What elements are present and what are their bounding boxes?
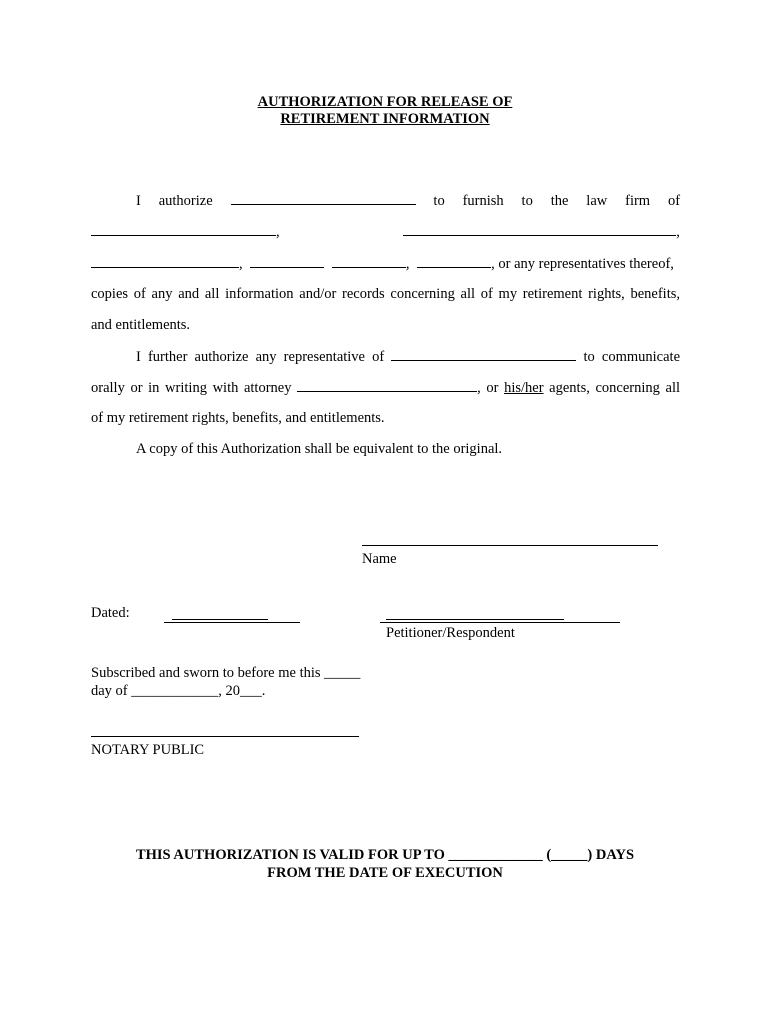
comma-2: , bbox=[676, 224, 680, 240]
para1-line3-tail: , or any representatives thereof, bbox=[491, 256, 674, 272]
word-the: the bbox=[550, 193, 569, 209]
para2-line2-a: orally or in writing with attorney bbox=[91, 380, 292, 396]
name-signature-line[interactable] bbox=[362, 545, 658, 546]
para2-line3: of my retirement rights, benefits, and entitlements. bbox=[91, 410, 385, 426]
notary-signature-line[interactable] bbox=[91, 736, 359, 737]
para2-line2 bbox=[91, 377, 680, 397]
para2-line2-b: , or bbox=[477, 380, 499, 396]
title-line-2: RETIREMENT INFORMATION bbox=[280, 111, 490, 127]
para2-line1-b: to communicate bbox=[583, 349, 681, 365]
petitioner-signature-line[interactable] bbox=[380, 622, 620, 623]
validity-statement bbox=[0, 846, 770, 882]
blank-law-firm-address[interactable] bbox=[403, 221, 676, 236]
dated-line[interactable] bbox=[164, 622, 300, 623]
notary-public-label: NOTARY PUBLIC bbox=[91, 742, 205, 758]
word-i: I bbox=[136, 193, 141, 209]
para1-line4: copies of any and all information and/or records concerning all of my retirement rights, benefits, bbox=[91, 286, 680, 302]
word-authorize: authorize bbox=[158, 193, 213, 209]
word-of: of bbox=[667, 193, 681, 209]
blank-attorney-field[interactable] bbox=[297, 377, 477, 392]
petitioner-inner-line bbox=[386, 619, 564, 620]
word-firm: firm bbox=[625, 193, 651, 209]
blank-entity-field[interactable] bbox=[231, 190, 416, 205]
petitioner-respondent-label: Petitioner/Respondent bbox=[386, 625, 515, 641]
his-her-text: his/her bbox=[504, 380, 544, 396]
notary-subscribed-line: Subscribed and sworn to before me this _____ bbox=[91, 665, 361, 681]
word-to: to bbox=[433, 193, 445, 209]
word-law: law bbox=[586, 193, 608, 209]
word-to-2: to bbox=[521, 193, 533, 209]
title-line-1: AUTHORIZATION FOR RELEASE OF bbox=[257, 94, 513, 110]
comma-1: , bbox=[276, 224, 280, 240]
blank-agency-field[interactable] bbox=[391, 346, 576, 361]
para1-line3 bbox=[91, 253, 680, 273]
blank-zip[interactable] bbox=[332, 253, 406, 268]
para3-line: A copy of this Authorization shall be equivalent to the original. bbox=[136, 441, 503, 457]
dated-label: Dated: bbox=[91, 605, 130, 621]
document-title bbox=[0, 94, 770, 128]
blank-phone[interactable] bbox=[417, 253, 491, 268]
blank-law-firm-name[interactable] bbox=[91, 221, 276, 236]
name-label: Name bbox=[362, 551, 397, 567]
para1-line2 bbox=[91, 221, 680, 241]
blank-city[interactable] bbox=[91, 253, 239, 268]
dated-inner-line bbox=[172, 619, 268, 620]
comma-4: , bbox=[405, 256, 410, 272]
comma-3: , bbox=[239, 256, 243, 272]
para2-line1-a: I further authorize any representative of bbox=[136, 349, 385, 365]
para1-line1 bbox=[136, 190, 680, 210]
notary-day-line: day of ____________, 20___. bbox=[91, 683, 266, 699]
word-furnish: furnish bbox=[462, 193, 504, 209]
blank-state[interactable] bbox=[250, 253, 324, 268]
para1-line5: and entitlements. bbox=[91, 317, 191, 333]
validity-line-2: FROM THE DATE OF EXECUTION bbox=[267, 865, 503, 881]
para2-line2-c: agents, concerning all bbox=[549, 380, 680, 396]
validity-line-1: THIS AUTHORIZATION IS VALID FOR UP TO _____________ (_____) DAYS bbox=[135, 847, 635, 863]
para2-line1 bbox=[136, 346, 680, 366]
